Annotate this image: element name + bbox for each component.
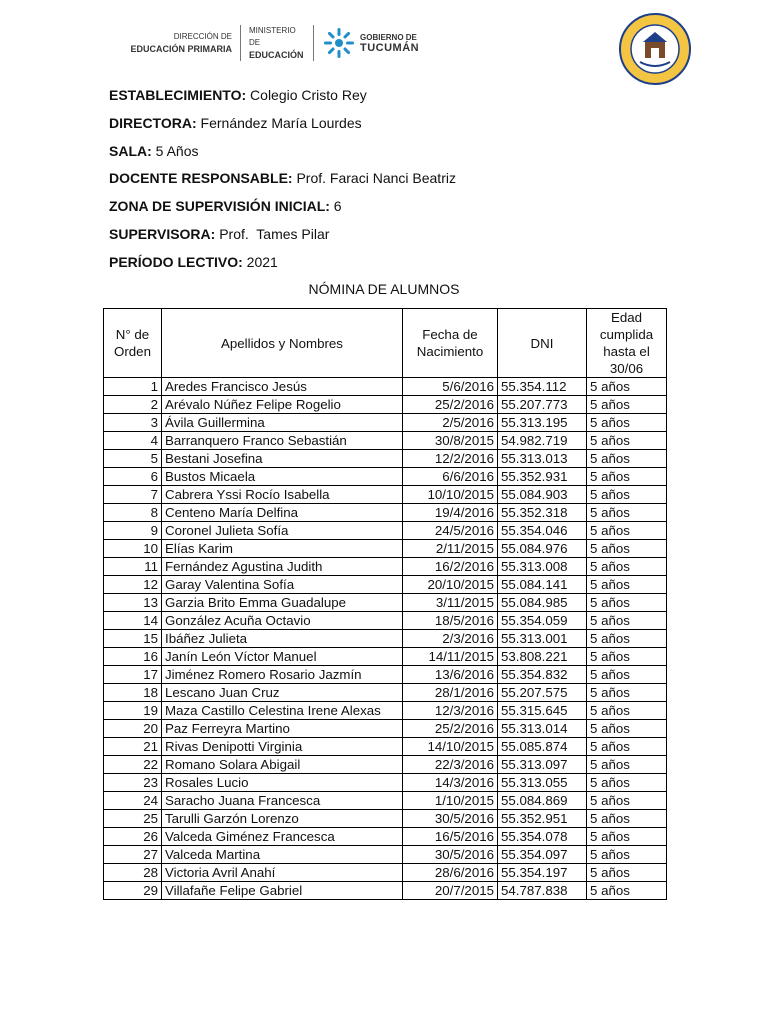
- cell-dni: 55.354.059: [498, 612, 587, 630]
- table-row: [104, 648, 667, 666]
- cell-order: 20: [104, 720, 162, 738]
- cell-age: 5 años: [587, 702, 667, 720]
- cell-age: 5 años: [587, 882, 667, 900]
- cell-name: Valceda Giménez Francesca: [162, 828, 403, 846]
- cell-name: González Acuña Octavio: [162, 612, 403, 630]
- cell-age: 5 años: [587, 432, 667, 450]
- docente-label: DOCENTE RESPONSABLE:: [109, 170, 293, 186]
- cell-name: Janín León Víctor Manuel: [162, 648, 403, 666]
- table-row: [104, 486, 667, 504]
- supervisora-label: SUPERVISORA:: [109, 226, 216, 242]
- cell-age: 5 años: [587, 774, 667, 792]
- cell-age: 5 años: [587, 756, 667, 774]
- cell-order: 26: [104, 828, 162, 846]
- cell-name: Elías Karim: [162, 540, 403, 558]
- cell-dni: 55.084.141: [498, 576, 587, 594]
- cell-age: 5 años: [587, 540, 667, 558]
- cell-dni: 54.787.838: [498, 882, 587, 900]
- gobierno-tucuman-logo: [322, 26, 419, 60]
- cell-order: 12: [104, 576, 162, 594]
- cell-order: 21: [104, 738, 162, 756]
- cell-dni: 55.354.078: [498, 828, 587, 846]
- cell-name: Bestani Josefina: [162, 450, 403, 468]
- cell-dni: 55.354.097: [498, 846, 587, 864]
- cell-birthdate: 5/6/2016: [403, 378, 498, 396]
- cell-order: 3: [104, 414, 162, 432]
- list-title: [0, 281, 768, 297]
- cell-order: 5: [104, 450, 162, 468]
- cell-birthdate: 30/5/2016: [403, 810, 498, 828]
- directora-label: DIRECTORA:: [109, 115, 197, 131]
- cell-dni: 55.313.014: [498, 720, 587, 738]
- cell-order: 24: [104, 792, 162, 810]
- logo2-line2: EDUCACIÓN: [249, 50, 304, 60]
- cell-order: 11: [104, 558, 162, 576]
- cell-name: Valceda Martina: [162, 846, 403, 864]
- table-row: [104, 702, 667, 720]
- cell-dni: 55.085.874: [498, 738, 587, 756]
- cell-name: Ibáñez Julieta: [162, 630, 403, 648]
- cell-name: Victoria Avril Anahí: [162, 864, 403, 882]
- cell-dni: 55.207.575: [498, 684, 587, 702]
- cell-order: 4: [104, 432, 162, 450]
- ministerio-educacion-logo: [249, 25, 305, 61]
- cell-age: 5 años: [587, 396, 667, 414]
- cell-order: 7: [104, 486, 162, 504]
- table-row: [104, 666, 667, 684]
- table-row: [104, 612, 667, 630]
- cell-order: 22: [104, 756, 162, 774]
- cell-age: 5 años: [587, 468, 667, 486]
- cell-order: 13: [104, 594, 162, 612]
- cell-dni: 55.084.985: [498, 594, 587, 612]
- cell-birthdate: 18/5/2016: [403, 612, 498, 630]
- cell-age: 5 años: [587, 504, 667, 522]
- cell-dni: 55.313.055: [498, 774, 587, 792]
- cell-birthdate: 10/10/2015: [403, 486, 498, 504]
- supervisora-line: [109, 225, 329, 243]
- cell-birthdate: 28/1/2016: [403, 684, 498, 702]
- cell-age: 5 años: [587, 612, 667, 630]
- cell-name: Ávila Guillermina: [162, 414, 403, 432]
- cell-birthdate: 14/10/2015: [403, 738, 498, 756]
- table-row: [104, 864, 667, 882]
- cell-name: Bustos Micaela: [162, 468, 403, 486]
- cell-birthdate: 30/5/2016: [403, 846, 498, 864]
- cell-birthdate: 16/2/2016: [403, 558, 498, 576]
- cell-order: 29: [104, 882, 162, 900]
- cell-dni: 55.352.951: [498, 810, 587, 828]
- table-header-row: [104, 309, 667, 378]
- table-row: [104, 684, 667, 702]
- cell-order: 14: [104, 612, 162, 630]
- cell-age: 5 años: [587, 558, 667, 576]
- cell-order: 28: [104, 864, 162, 882]
- table-row: [104, 882, 667, 900]
- cell-age: 5 años: [587, 378, 667, 396]
- gobierno-tucuman-text: [360, 32, 419, 54]
- cell-dni: 55.354.832: [498, 666, 587, 684]
- logo2-line1: MINISTERIO DE: [249, 26, 296, 47]
- student-roster-table: [103, 308, 667, 900]
- logo-divider: [240, 25, 241, 61]
- cell-dni: 54.982.719: [498, 432, 587, 450]
- cell-name: Garzia Brito Emma Guadalupe: [162, 594, 403, 612]
- table-row: [104, 774, 667, 792]
- table-row: [104, 522, 667, 540]
- header-logos: [128, 18, 450, 68]
- table-row: [104, 396, 667, 414]
- cell-order: 9: [104, 522, 162, 540]
- directora-line: [109, 114, 362, 132]
- sala-line: [109, 142, 198, 160]
- cell-birthdate: 14/11/2015: [403, 648, 498, 666]
- cell-age: 5 años: [587, 810, 667, 828]
- list-title-text: NÓMINA DE ALUMNOS: [308, 281, 460, 297]
- cell-birthdate: 25/2/2016: [403, 720, 498, 738]
- cell-dni: 55.084.869: [498, 792, 587, 810]
- cell-birthdate: 13/6/2016: [403, 666, 498, 684]
- logo1-line1: DIRECCIÓN DE: [173, 32, 232, 41]
- cell-order: 18: [104, 684, 162, 702]
- cell-name: Maza Castillo Celestina Irene Alexas: [162, 702, 403, 720]
- cell-name: Saracho Juana Francesca: [162, 792, 403, 810]
- table-row: [104, 378, 667, 396]
- cell-birthdate: 2/11/2015: [403, 540, 498, 558]
- periodo-value: 2021: [242, 254, 278, 270]
- cell-name: Tarulli Garzón Lorenzo: [162, 810, 403, 828]
- cell-order: 27: [104, 846, 162, 864]
- table-row: [104, 846, 667, 864]
- cell-order: 15: [104, 630, 162, 648]
- logo-divider: [313, 25, 314, 61]
- cell-birthdate: 3/11/2015: [403, 594, 498, 612]
- logo3-line2: TUCUMÁN: [360, 42, 420, 54]
- school-crest-icon: [618, 12, 692, 86]
- cell-order: 1: [104, 378, 162, 396]
- header-dni: DNI: [498, 309, 587, 378]
- cell-dni: 53.808.221: [498, 648, 587, 666]
- table-row: [104, 630, 667, 648]
- supervisora-value: Prof. Tames Pilar: [215, 226, 330, 242]
- table-row: [104, 450, 667, 468]
- periodo-line: [109, 253, 278, 271]
- cell-name: Cabrera Yssi Rocío Isabella: [162, 486, 403, 504]
- cell-name: Jiménez Romero Rosario Jazmín: [162, 666, 403, 684]
- establecimiento-value: Colegio Cristo Rey: [246, 87, 367, 103]
- cell-name: Coronel Julieta Sofía: [162, 522, 403, 540]
- cell-age: 5 años: [587, 576, 667, 594]
- cell-order: 8: [104, 504, 162, 522]
- directora-value: Fernández María Lourdes: [196, 115, 362, 131]
- logo1-line2: EDUCACIÓN PRIMARIA: [130, 44, 232, 54]
- cell-name: Paz Ferreyra Martino: [162, 720, 403, 738]
- cell-dni: 55.084.976: [498, 540, 587, 558]
- cell-age: 5 años: [587, 648, 667, 666]
- cell-age: 5 años: [587, 684, 667, 702]
- table-row: [104, 792, 667, 810]
- educacion-primaria-logo: [128, 31, 232, 55]
- cell-order: 10: [104, 540, 162, 558]
- header-age: Edad cumplida hasta el 30/06: [587, 309, 667, 378]
- cell-name: Romano Solara Abigail: [162, 756, 403, 774]
- table-row: [104, 540, 667, 558]
- cell-birthdate: 2/5/2016: [403, 414, 498, 432]
- table-row: [104, 594, 667, 612]
- cell-dni: 55.313.008: [498, 558, 587, 576]
- cell-name: Lescano Juan Cruz: [162, 684, 403, 702]
- cell-dni: 55.313.001: [498, 630, 587, 648]
- header-name: Apellidos y Nombres: [162, 309, 403, 378]
- table-row: [104, 756, 667, 774]
- cell-order: 17: [104, 666, 162, 684]
- cell-name: Centeno María Delfina: [162, 504, 403, 522]
- table-row: [104, 720, 667, 738]
- cell-age: 5 años: [587, 720, 667, 738]
- cell-birthdate: 24/5/2016: [403, 522, 498, 540]
- cell-dni: 55.313.097: [498, 756, 587, 774]
- cell-birthdate: 22/3/2016: [403, 756, 498, 774]
- cell-name: Aredes Francisco Jesús: [162, 378, 403, 396]
- sala-value: 5 Años: [151, 143, 199, 159]
- cell-dni: 55.315.645: [498, 702, 587, 720]
- table-row: [104, 810, 667, 828]
- cell-birthdate: 30/8/2015: [403, 432, 498, 450]
- cell-birthdate: 19/4/2016: [403, 504, 498, 522]
- cell-age: 5 años: [587, 792, 667, 810]
- header-order: N° de Orden: [104, 309, 162, 378]
- cell-birthdate: 20/10/2015: [403, 576, 498, 594]
- sala-label: SALA:: [109, 143, 152, 159]
- table-row: [104, 432, 667, 450]
- zona-label: ZONA DE SUPERVISIÓN INICIAL:: [109, 198, 330, 214]
- cell-birthdate: 1/10/2015: [403, 792, 498, 810]
- cell-age: 5 años: [587, 450, 667, 468]
- cell-name: Arévalo Núñez Felipe Rogelio: [162, 396, 403, 414]
- cell-birthdate: 20/7/2015: [403, 882, 498, 900]
- cell-age: 5 años: [587, 594, 667, 612]
- cell-dni: 55.354.046: [498, 522, 587, 540]
- cell-name: Garay Valentina Sofía: [162, 576, 403, 594]
- table-body: [104, 378, 667, 900]
- cell-age: 5 años: [587, 522, 667, 540]
- cell-birthdate: 28/6/2016: [403, 864, 498, 882]
- cell-order: 25: [104, 810, 162, 828]
- cell-birthdate: 14/3/2016: [403, 774, 498, 792]
- cell-dni: 55.084.903: [498, 486, 587, 504]
- docente-line: [109, 169, 456, 187]
- zona-value: 6: [329, 198, 342, 214]
- cell-dni: 55.352.318: [498, 504, 587, 522]
- cell-dni: 55.313.013: [498, 450, 587, 468]
- table-row: [104, 558, 667, 576]
- cell-dni: 55.354.197: [498, 864, 587, 882]
- cell-birthdate: 2/3/2016: [403, 630, 498, 648]
- cell-age: 5 años: [587, 486, 667, 504]
- docente-value: Prof. Faraci Nanci Beatriz: [292, 170, 456, 186]
- cell-age: 5 años: [587, 864, 667, 882]
- cell-age: 5 años: [587, 828, 667, 846]
- cell-age: 5 años: [587, 738, 667, 756]
- cell-birthdate: 6/6/2016: [403, 468, 498, 486]
- cell-order: 2: [104, 396, 162, 414]
- table-row: [104, 468, 667, 486]
- cell-name: Barranquero Franco Sebastián: [162, 432, 403, 450]
- cell-age: 5 años: [587, 846, 667, 864]
- cell-birthdate: 25/2/2016: [403, 396, 498, 414]
- cell-name: Villafañe Felipe Gabriel: [162, 882, 403, 900]
- establecimiento-line: [109, 86, 367, 104]
- cell-order: 19: [104, 702, 162, 720]
- cell-birthdate: 16/5/2016: [403, 828, 498, 846]
- cell-age: 5 años: [587, 630, 667, 648]
- cell-order: 6: [104, 468, 162, 486]
- table-row: [104, 738, 667, 756]
- cell-dni: 55.313.195: [498, 414, 587, 432]
- cell-dni: 55.352.931: [498, 468, 587, 486]
- table-row: [104, 414, 667, 432]
- cell-name: Rivas Denipotti Virginia: [162, 738, 403, 756]
- table-row: [104, 504, 667, 522]
- logo3-line1: GOBIERNO DE: [360, 33, 417, 42]
- header-birthdate: Fecha de Nacimiento: [403, 309, 498, 378]
- cell-dni: 55.207.773: [498, 396, 587, 414]
- cell-age: 5 años: [587, 666, 667, 684]
- establecimiento-label: ESTABLECIMIENTO:: [109, 87, 247, 103]
- periodo-label: PERÍODO LECTIVO:: [109, 254, 243, 270]
- cell-age: 5 años: [587, 414, 667, 432]
- zona-line: [109, 197, 342, 215]
- cell-dni: 55.354.112: [498, 378, 587, 396]
- cell-name: Fernández Agustina Judith: [162, 558, 403, 576]
- cell-order: 23: [104, 774, 162, 792]
- cell-name: Rosales Lucio: [162, 774, 403, 792]
- tucuman-emblem-icon: [322, 26, 356, 60]
- cell-birthdate: 12/3/2016: [403, 702, 498, 720]
- cell-order: 16: [104, 648, 162, 666]
- table-row: [104, 828, 667, 846]
- table-row: [104, 576, 667, 594]
- cell-birthdate: 12/2/2016: [403, 450, 498, 468]
